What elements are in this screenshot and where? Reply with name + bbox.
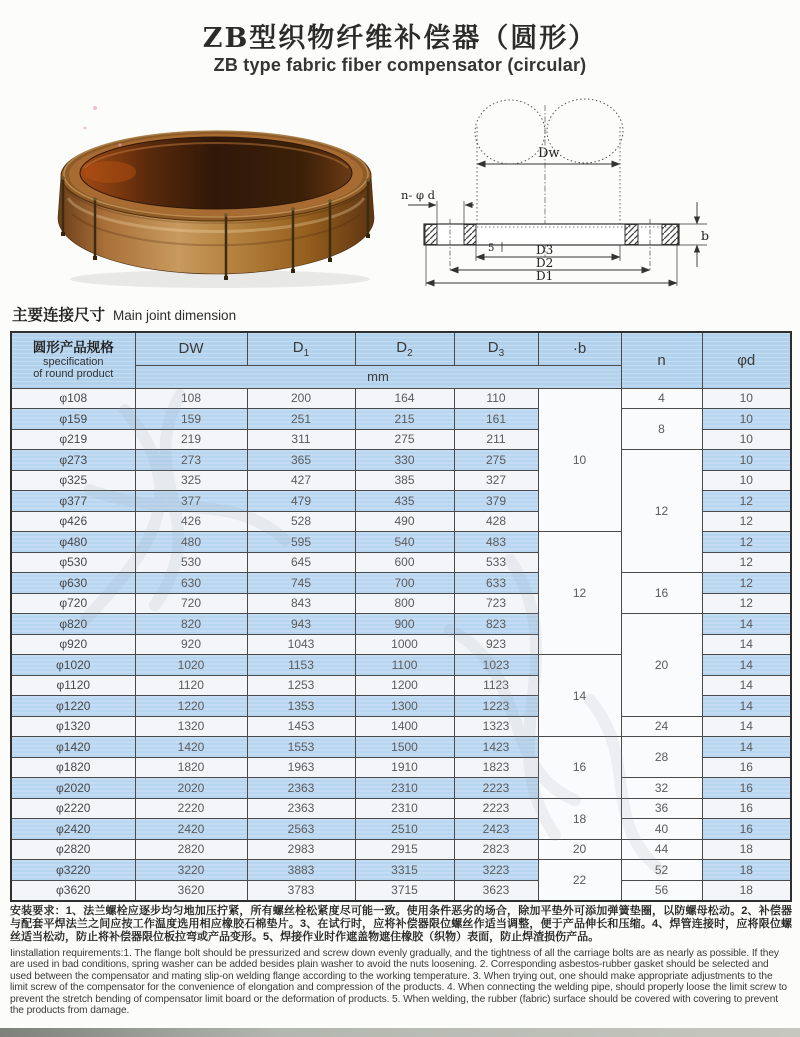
cell-spec: φ2820 xyxy=(11,839,135,860)
cell-d2: 215 xyxy=(355,409,454,430)
cell-spec: φ3620 xyxy=(11,880,135,901)
cell-d1: 595 xyxy=(247,532,355,553)
cell-dw: 377 xyxy=(135,491,247,512)
cell-d2: 3315 xyxy=(355,860,454,881)
cell-d3: 633 xyxy=(454,573,538,594)
cell-d3: 723 xyxy=(454,593,538,614)
cell-d2: 1100 xyxy=(355,655,454,676)
cell-phid: 18 xyxy=(702,860,791,881)
cell-b: 10 xyxy=(538,388,621,532)
installation-notes xyxy=(10,905,792,1017)
cell-d1: 943 xyxy=(247,614,355,635)
cell-spec: φ2020 xyxy=(11,778,135,799)
cell-dw: 426 xyxy=(135,511,247,532)
cell-n: 40 xyxy=(621,819,702,840)
cell-d1: 1453 xyxy=(247,716,355,737)
table-row xyxy=(11,573,791,594)
cell-dw: 273 xyxy=(135,450,247,471)
cell-phid: 10 xyxy=(702,450,791,471)
cell-d3: 2223 xyxy=(454,778,538,799)
bolt-count-label: n- φ d xyxy=(401,188,436,202)
cell-dw: 530 xyxy=(135,552,247,573)
header-dw: DW xyxy=(135,332,247,365)
cell-phid: 14 xyxy=(702,696,791,717)
cell-d1: 1043 xyxy=(247,634,355,655)
cell-spec: φ426 xyxy=(11,511,135,532)
cell-phid: 16 xyxy=(702,778,791,799)
cell-d3: 211 xyxy=(454,429,538,450)
table-body xyxy=(11,388,791,901)
cell-spec: φ1120 xyxy=(11,675,135,696)
cell-d2: 2915 xyxy=(355,839,454,860)
cell-d3: 161 xyxy=(454,409,538,430)
cell-b: 12 xyxy=(538,532,621,655)
section-heading xyxy=(12,303,236,325)
table-row xyxy=(11,450,791,471)
cell-d2: 1300 xyxy=(355,696,454,717)
header-phid: φd xyxy=(702,332,791,388)
cell-phid: 12 xyxy=(702,532,791,553)
cell-dw: 2420 xyxy=(135,819,247,840)
table-row xyxy=(11,839,791,860)
cell-spec: φ630 xyxy=(11,573,135,594)
cell-d2: 900 xyxy=(355,614,454,635)
cell-d3: 1223 xyxy=(454,696,538,717)
cell-spec: φ480 xyxy=(11,532,135,553)
cell-phid: 16 xyxy=(702,798,791,819)
cell-phid: 10 xyxy=(702,429,791,450)
cell-n: 56 xyxy=(621,880,702,901)
cell-phid: 16 xyxy=(702,819,791,840)
cell-dw: 108 xyxy=(135,388,247,409)
cell-dw: 1820 xyxy=(135,757,247,778)
cell-d2: 700 xyxy=(355,573,454,594)
cell-d3: 3223 xyxy=(454,860,538,881)
cell-d1: 1353 xyxy=(247,696,355,717)
cell-dw: 1020 xyxy=(135,655,247,676)
cell-n: 8 xyxy=(621,409,702,450)
section-heading-zh: 主要连接尺寸 xyxy=(12,307,106,324)
cell-dw: 720 xyxy=(135,593,247,614)
cell-spec: φ159 xyxy=(11,409,135,430)
cell-d2: 385 xyxy=(355,470,454,491)
cell-d2: 800 xyxy=(355,593,454,614)
cell-spec: φ219 xyxy=(11,429,135,450)
cell-n: 16 xyxy=(621,573,702,614)
table-row xyxy=(11,737,791,758)
cell-d3: 1823 xyxy=(454,757,538,778)
cell-d2: 2310 xyxy=(355,798,454,819)
cell-spec: φ1820 xyxy=(11,757,135,778)
cell-b: 16 xyxy=(538,737,621,799)
cell-d3: 533 xyxy=(454,552,538,573)
cell-n: 24 xyxy=(621,716,702,737)
cell-b: 14 xyxy=(538,655,621,737)
cell-d1: 311 xyxy=(247,429,355,450)
cell-phid: 16 xyxy=(702,757,791,778)
cell-b: 20 xyxy=(538,839,621,860)
cell-phid: 14 xyxy=(702,614,791,635)
header-d1: $D_1$ xyxy=(247,332,355,365)
cell-phid: 18 xyxy=(702,880,791,901)
table-row xyxy=(11,880,791,901)
cell-phid: 10 xyxy=(702,409,791,430)
cell-phid: 14 xyxy=(702,655,791,676)
cell-dw: 820 xyxy=(135,614,247,635)
cell-d3: 110 xyxy=(454,388,538,409)
cell-d3: 428 xyxy=(454,511,538,532)
table-row xyxy=(11,409,791,430)
cell-n: 28 xyxy=(621,737,702,778)
cell-d2: 2510 xyxy=(355,819,454,840)
cell-d2: 330 xyxy=(355,450,454,471)
cell-d1: 427 xyxy=(247,470,355,491)
cell-d1: 479 xyxy=(247,491,355,512)
cell-dw: 1220 xyxy=(135,696,247,717)
cell-d2: 540 xyxy=(355,532,454,553)
dw-label: Dw xyxy=(538,146,560,161)
cell-spec: φ108 xyxy=(11,388,135,409)
cell-dw: 2820 xyxy=(135,839,247,860)
cell-phid: 12 xyxy=(702,593,791,614)
cell-phid: 14 xyxy=(702,634,791,655)
cell-phid: 12 xyxy=(702,511,791,532)
cell-dw: 3220 xyxy=(135,860,247,881)
b-label: b xyxy=(701,228,710,243)
cell-spec: φ1220 xyxy=(11,696,135,717)
cell-d3: 275 xyxy=(454,450,538,471)
table-row xyxy=(11,819,791,840)
cell-spec: φ720 xyxy=(11,593,135,614)
cell-d2: 164 xyxy=(355,388,454,409)
cell-d1: 2983 xyxy=(247,839,355,860)
cell-d1: 3783 xyxy=(247,880,355,901)
cell-spec: φ3220 xyxy=(11,860,135,881)
cell-d2: 3715 xyxy=(355,880,454,901)
scan-speckles xyxy=(84,106,122,147)
cell-n: 44 xyxy=(621,839,702,860)
cell-d3: 2823 xyxy=(454,839,538,860)
cell-phid: 14 xyxy=(702,675,791,696)
cell-dw: 2220 xyxy=(135,798,247,819)
cell-d1: 1253 xyxy=(247,675,355,696)
header-unit: mm xyxy=(135,365,621,388)
cell-d1: 200 xyxy=(247,388,355,409)
cell-n: 36 xyxy=(621,798,702,819)
table-row xyxy=(11,798,791,819)
cell-spec: φ273 xyxy=(11,450,135,471)
cell-d1: 2563 xyxy=(247,819,355,840)
cell-d1: 1553 xyxy=(247,737,355,758)
table-row xyxy=(11,778,791,799)
cell-dw: 219 xyxy=(135,429,247,450)
header-n: n xyxy=(621,332,702,388)
cell-d3: 1123 xyxy=(454,675,538,696)
cell-dw: 1320 xyxy=(135,716,247,737)
cell-phid: 12 xyxy=(702,573,791,594)
cell-dw: 159 xyxy=(135,409,247,430)
cell-d1: 365 xyxy=(247,450,355,471)
dimension-table xyxy=(10,331,792,902)
cell-phid: 10 xyxy=(702,470,791,491)
cell-phid: 12 xyxy=(702,552,791,573)
d3-label: D3 xyxy=(536,243,554,257)
cell-d1: 251 xyxy=(247,409,355,430)
cell-dw: 920 xyxy=(135,634,247,655)
cell-d1: 1153 xyxy=(247,655,355,676)
d1-label: D1 xyxy=(536,269,554,283)
cell-d3: 2423 xyxy=(454,819,538,840)
cell-d3: 483 xyxy=(454,532,538,553)
cell-dw: 3620 xyxy=(135,880,247,901)
section-heading-en: Main joint dimension xyxy=(113,308,237,323)
cell-d2: 1910 xyxy=(355,757,454,778)
cell-dw: 2020 xyxy=(135,778,247,799)
cell-spec: φ377 xyxy=(11,491,135,512)
table-row xyxy=(11,716,791,737)
cell-phid: 14 xyxy=(702,737,791,758)
cell-b: 18 xyxy=(538,798,621,839)
table-row xyxy=(11,614,791,635)
cell-spec: φ325 xyxy=(11,470,135,491)
cell-n: 4 xyxy=(621,388,702,409)
cell-d1: 645 xyxy=(247,552,355,573)
cell-d2: 600 xyxy=(355,552,454,573)
cell-d2: 1400 xyxy=(355,716,454,737)
cell-dw: 480 xyxy=(135,532,247,553)
cell-d1: 745 xyxy=(247,573,355,594)
header-d2: $D_2$ xyxy=(355,332,454,365)
install-requirements-en: Iinstallation requirements:1. The flange bolt should be pressurized and screw down evenly gradually, and the tightness of all the carriage bolts are as nearly as possible. If they are used in bad conditions, spring washer can be added besides plain washer to avoid the nuts loosening. 2. Corresponding asbestos-rubber gasket should be selected and used between the compensator and mating slip-on welding flange according to the working temperature. 3. When trying out, one should make appropriate adjustments to the limit screw of the compensator for the convenience of elongation and compression of the products. 4. When connecting the welding pipe, should properly loose the limit screw to prevent the stretch bending of compensator limit board or the deformation of products. 5. When welding, the rubber (fabric) surface should be covered with covering to prevent the products from damage. xyxy=(10,947,787,1017)
header-d3: $D_3$ xyxy=(454,332,538,365)
cell-spec: φ530 xyxy=(11,552,135,573)
cell-spec: φ2220 xyxy=(11,798,135,819)
cell-d3: 327 xyxy=(454,470,538,491)
cell-phid: 18 xyxy=(702,839,791,860)
cell-d3: 2223 xyxy=(454,798,538,819)
cell-phid: 14 xyxy=(702,716,791,737)
cell-d2: 490 xyxy=(355,511,454,532)
flange-drawing xyxy=(400,95,798,295)
cell-d3: 379 xyxy=(454,491,538,512)
cell-n: 12 xyxy=(621,450,702,573)
cell-d2: 435 xyxy=(355,491,454,512)
cell-spec: φ1020 xyxy=(11,655,135,676)
cell-dw: 325 xyxy=(135,470,247,491)
cell-spec: φ920 xyxy=(11,634,135,655)
cell-n: 32 xyxy=(621,778,702,799)
cell-d1: 843 xyxy=(247,593,355,614)
product-photo xyxy=(38,98,403,298)
cell-d1: 2363 xyxy=(247,798,355,819)
cell-n: 52 xyxy=(621,860,702,881)
header-b: ·b xyxy=(538,332,621,365)
cell-d1: 528 xyxy=(247,511,355,532)
offset-label: 5 xyxy=(488,243,495,254)
dimension-diagram xyxy=(400,95,798,295)
cell-n: 20 xyxy=(621,614,702,717)
cell-d3: 923 xyxy=(454,634,538,655)
cell-d3: 3623 xyxy=(454,880,538,901)
page-subtitle: ZB type fabric fiber compensator (circular) xyxy=(213,55,587,75)
cell-d3: 1323 xyxy=(454,716,538,737)
cell-d2: 1500 xyxy=(355,737,454,758)
cell-spec: φ1320 xyxy=(11,716,135,737)
cell-dw: 1420 xyxy=(135,737,247,758)
d2-label: D2 xyxy=(536,256,554,270)
table-row xyxy=(11,860,791,881)
cell-spec: φ1420 xyxy=(11,737,135,758)
table-header xyxy=(11,332,791,388)
cell-spec: φ2420 xyxy=(11,819,135,840)
header-spec: 圆形产品规格 specification of round product xyxy=(11,332,135,388)
scan-bottom-edge xyxy=(0,1028,800,1037)
table-row xyxy=(11,388,791,409)
cell-d3: 1423 xyxy=(454,737,538,758)
cell-d2: 1000 xyxy=(355,634,454,655)
cell-b: 22 xyxy=(538,860,621,901)
cell-phid: 10 xyxy=(702,388,791,409)
cell-d2: 1200 xyxy=(355,675,454,696)
cell-dw: 630 xyxy=(135,573,247,594)
install-requirements-zh: 安装要求：1、法兰螺栓应逐步均匀地加压拧紧，所有螺丝栓松紧度尽可能一致。使用条件恶劣的场合，除加平垫外可添加弹簧垫圈，以防螺母松动。2、补偿器与配套平焊法兰之间应按工作温度选用相应橡胶石棉垫片。3、在试行时，应将补偿器限位螺丝作适当调整，便于产品伸长和压缩。4、焊管连接时，应将限位螺丝适当松动，防止将补偿器限位板拉弯或产品变形。5、焊接作业时作遮盖物遮住橡胶（织物）表面，防止焊渣损伤产品。 xyxy=(10,905,792,943)
cell-phid: 12 xyxy=(702,491,791,512)
cell-d1: 2363 xyxy=(247,778,355,799)
cell-d3: 823 xyxy=(454,614,538,635)
compensator-photo-illustration xyxy=(38,98,403,298)
cell-d2: 275 xyxy=(355,429,454,450)
cell-d1: 1963 xyxy=(247,757,355,778)
cell-dw: 1120 xyxy=(135,675,247,696)
cell-d3: 1023 xyxy=(454,655,538,676)
cell-d1: 3883 xyxy=(247,860,355,881)
cell-d2: 2310 xyxy=(355,778,454,799)
page-title: ZB型织物纤维补偿器（圆形） xyxy=(202,23,598,54)
cell-spec: φ820 xyxy=(11,614,135,635)
